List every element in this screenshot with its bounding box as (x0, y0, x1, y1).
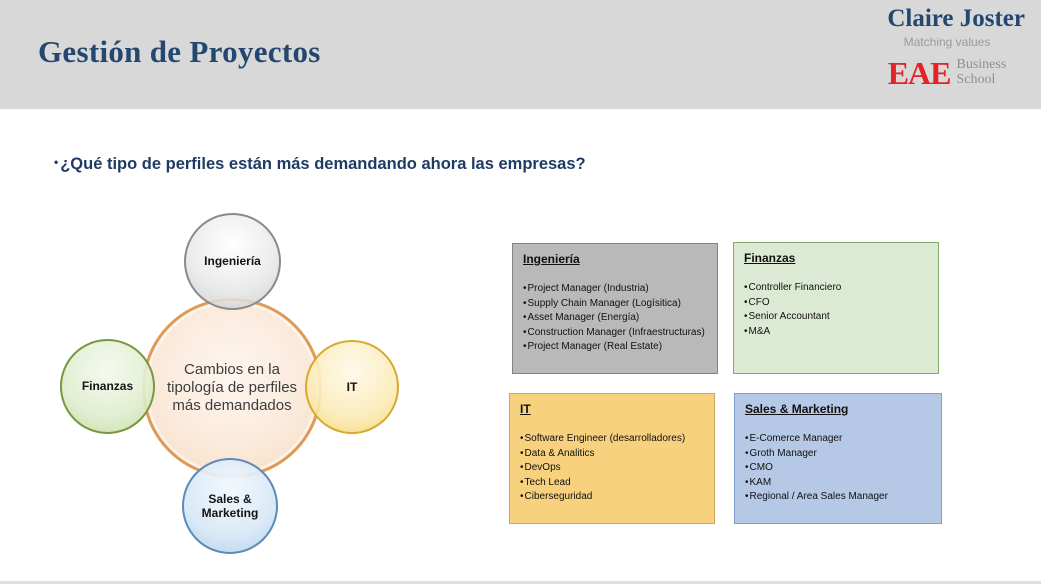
profile-box-ingenieria (512, 243, 718, 374)
header-bar (0, 0, 1041, 109)
list-item: • KAM (745, 476, 931, 491)
profile-box-finanzas (733, 242, 939, 374)
diagram-node-label: Finanzas (81, 379, 134, 394)
list-item: • Data & Analitics (520, 447, 704, 462)
list-item: • Senior Accountant (744, 310, 928, 325)
box-title: Finanzas (744, 251, 796, 265)
diagram-node-sales-marketing (182, 458, 278, 554)
brand-tagline: Matching values (903, 35, 991, 50)
list-item: • Software Engineer (desarrolladores) (520, 432, 704, 447)
profile-box-it (509, 393, 715, 524)
diagram-center-circle (142, 298, 322, 478)
list-item: • Tech Lead (520, 476, 704, 491)
list-item: • Controller Financiero (744, 281, 928, 296)
question-text: ¿Qué tipo de perfiles están más demandando ahora las empresas? (60, 155, 586, 173)
diagram-node-it (305, 340, 399, 434)
box-title: IT (520, 402, 531, 416)
list-item: • E-Comerce Manager (745, 432, 931, 447)
eae-logo (869, 54, 1025, 91)
eae-school-line1: Business (956, 57, 1007, 73)
profile-box-sales-marketing (734, 393, 942, 524)
list-item: • M&A (744, 325, 928, 340)
brand-logo (869, 5, 1025, 91)
list-item: • Regional / Area Sales Manager (745, 490, 931, 505)
eae-logo-letters: EAE (887, 54, 951, 91)
list-item: • Asset Manager (Energía) (523, 311, 707, 326)
page-title: Gestión de Proyectos (38, 34, 321, 69)
list-item: • DevOps (520, 461, 704, 476)
question-heading (54, 155, 586, 174)
diagram-node-ingenieria (184, 213, 281, 310)
diagram-node-label: IT (346, 379, 358, 394)
list-item: • Construction Manager (Infraestructuras) (523, 326, 707, 341)
box-title: Sales & Marketing (745, 402, 849, 416)
question-bullet: • (54, 155, 59, 169)
box-item-list (520, 432, 704, 505)
eae-school-line2: School (956, 71, 996, 87)
list-item: • Project Manager (Industria) (523, 282, 707, 297)
box-item-list (745, 432, 931, 505)
box-item-list (523, 282, 707, 355)
diagram-center-label: Cambios en la tipología de perfiles más demandados (166, 360, 298, 415)
diagram-node-label: Sales & Marketing (201, 491, 259, 520)
box-title: Ingeniería (523, 252, 580, 266)
brand-name: Claire Joster (887, 5, 1025, 32)
eae-school-label (957, 58, 1007, 87)
list-item: • CFO (744, 296, 928, 311)
box-item-list (744, 281, 928, 339)
diagram-node-finanzas (60, 339, 155, 434)
list-item: • Ciberseguridad (520, 490, 704, 505)
list-item: • Supply Chain Manager (Logísitica) (523, 297, 707, 312)
list-item: • Groth Manager (745, 447, 931, 462)
diagram-node-label: Ingeniería (204, 254, 261, 269)
list-item: • CMO (745, 461, 931, 476)
list-item: • Project Manager (Real Estate) (523, 340, 707, 355)
